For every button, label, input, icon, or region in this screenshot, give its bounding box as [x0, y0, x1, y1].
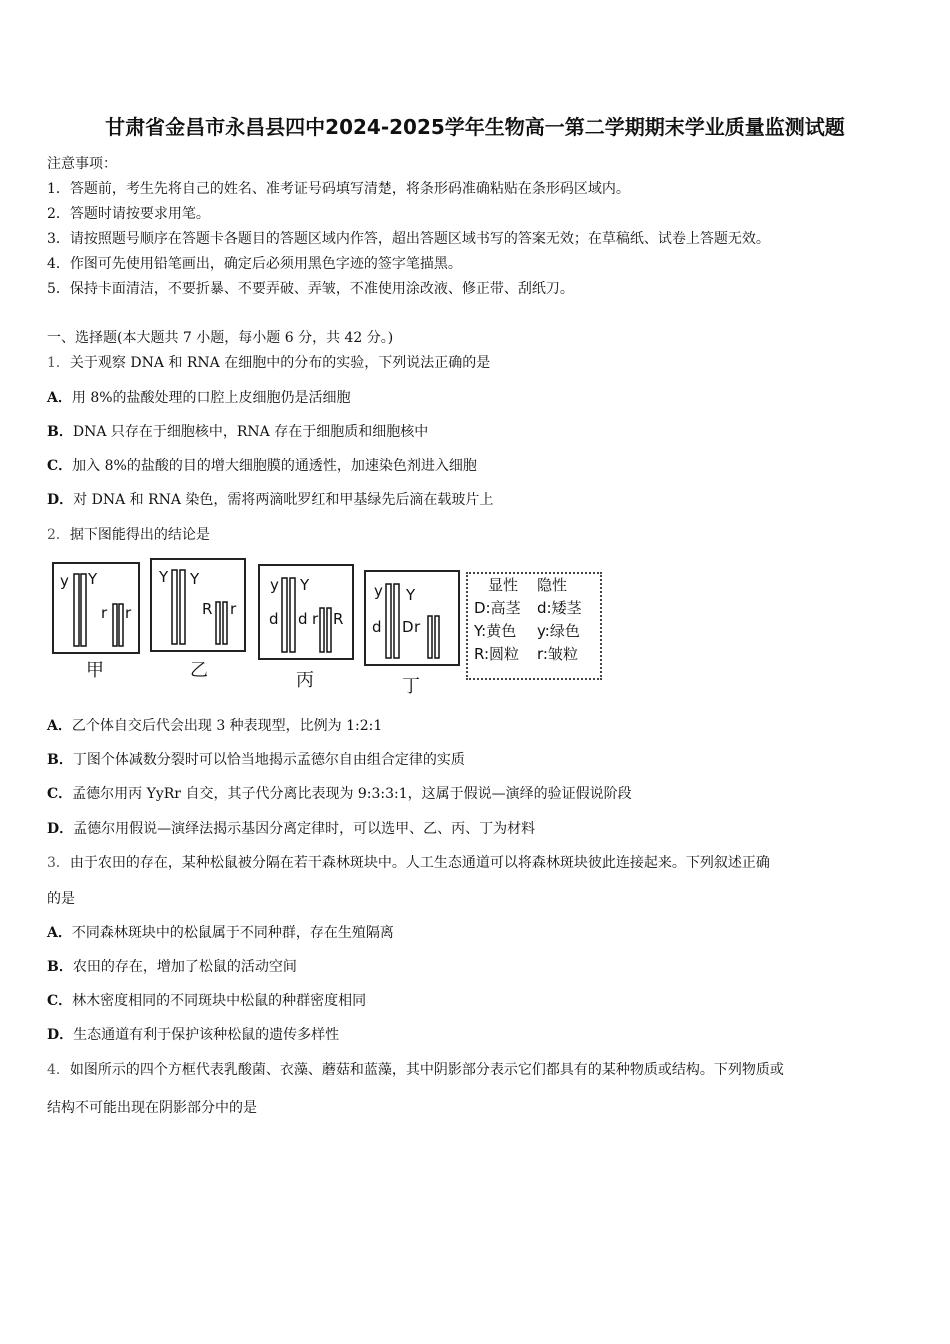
- option-b: [47, 421, 428, 441]
- option-text: 用 8%的盐酸处理的口腔上皮细胞仍是活细胞: [71, 390, 351, 406]
- gene-label: r: [230, 600, 237, 618]
- option-letter: B．: [47, 752, 73, 768]
- option-text: DNA 只存在于细胞核中，RNA 存在于细胞质和细胞核中: [72, 424, 429, 440]
- legend-row: [468, 597, 600, 620]
- option-c: [47, 783, 632, 803]
- question-text: 如图所示的四个方框代表乳酸菌、衣藻、蘑菇和蓝藻，其中阴影部分表示它们都具有的某种物质或结构。下列物质或: [69, 1062, 784, 1078]
- question-number: 4．: [47, 1062, 70, 1078]
- gene-label: y: [270, 576, 279, 594]
- question-3-stem-cont: 的是: [47, 891, 75, 907]
- cell-jia: [52, 562, 140, 654]
- option-b: [47, 749, 465, 769]
- option-text: 林木密度相同的不同斑块中松鼠的种群密度相同: [72, 993, 367, 1009]
- option-letter: B．: [47, 424, 73, 440]
- question-number: 2．: [47, 527, 70, 543]
- question-text: 关于观察 DNA 和 RNA 在细胞中的分布的实验，下列说法正确的是: [69, 355, 491, 371]
- option-text: 加入 8%的盐酸的目的增大细胞膜的通透性，加速染色剂进入细胞: [72, 458, 477, 474]
- legend-row: [468, 620, 600, 643]
- chromosome-figure: [44, 552, 604, 697]
- option-letter: A．: [47, 718, 72, 734]
- option-d: [47, 818, 535, 838]
- legend-cell: r:皱粒: [537, 645, 578, 663]
- option-letter: D．: [47, 821, 74, 837]
- option-d: [47, 489, 493, 509]
- notice-item: 1．答题前，考生先将自己的姓名、准考证号码填写清楚，将条形码准确粘贴在条形码区域内。: [47, 181, 630, 197]
- gene-label: Y: [159, 568, 169, 586]
- question-1-stem: [47, 352, 490, 372]
- option-text: 孟德尔用假说—演绎法揭示基因分离定律时，可以选甲、乙、丙、丁为材料: [73, 821, 536, 837]
- gene-label: y: [374, 582, 383, 600]
- gene-label: d: [269, 610, 279, 628]
- legend-cell: y:绿色: [537, 622, 580, 640]
- cell-label: 甲: [86, 660, 104, 681]
- option-letter: D．: [47, 492, 74, 508]
- gene-label: D: [402, 618, 414, 636]
- question-4-stem: [47, 1059, 784, 1079]
- gene-label: R: [202, 600, 213, 618]
- gene-label: r: [101, 604, 108, 622]
- notice-item: 2．答题时请按要求用笔。: [47, 206, 210, 222]
- gene-label: Y: [190, 570, 200, 588]
- question-2-stem: [47, 524, 210, 544]
- legend-cell: d:矮茎: [537, 599, 582, 617]
- legend-cell: Y:黄色: [474, 622, 517, 640]
- cell-label: 丁: [402, 676, 420, 697]
- gene-label: Y: [300, 576, 310, 594]
- gene-label: Y: [406, 586, 416, 604]
- gene-label: y: [60, 572, 69, 590]
- question-4-stem-cont: 结构不可能出现在阴影部分中的是: [47, 1100, 257, 1116]
- option-c: [47, 455, 477, 475]
- legend-dominant: 显性: [488, 576, 519, 594]
- gene-label: Y: [88, 570, 98, 588]
- notice-heading: 注意事项：: [47, 156, 117, 172]
- option-b: [47, 956, 297, 976]
- option-d: [47, 1024, 339, 1044]
- question-3-stem: [47, 852, 770, 872]
- cell-label: 丙: [296, 670, 314, 691]
- gene-label: r: [312, 610, 319, 628]
- option-letter: C．: [47, 786, 73, 802]
- legend-recessive: 隐性: [537, 576, 568, 594]
- cell-bing: [258, 564, 354, 660]
- question-text: 由于农田的存在，某种松鼠被分隔在若干森林斑块中。人工生态通道可以将森林斑块彼此连接起来。下列叙述正确: [69, 855, 770, 871]
- option-text: 不同森林斑块中的松鼠属于不同种群，存在生殖隔离: [71, 925, 394, 941]
- gene-label: r: [125, 604, 132, 622]
- question-text: 据下图能得出的结论是: [69, 527, 210, 543]
- gene-label: d: [372, 618, 382, 636]
- section-heading: 一、选择题(本大题共 7 小题，每小题 6 分，共 42 分。): [47, 330, 394, 346]
- option-text: 丁图个体减数分裂时可以恰当地揭示孟德尔自由组合定律的实质: [72, 752, 465, 768]
- legend-header: [468, 574, 600, 597]
- option-letter: A．: [47, 925, 72, 941]
- cell-ding: [364, 570, 460, 666]
- option-text: 乙个体自交后代会出现 3 种表现型，比例为 1:2:1: [71, 718, 383, 734]
- cell-label: 乙: [190, 660, 208, 681]
- option-letter: B．: [47, 959, 73, 975]
- option-c: [47, 990, 366, 1010]
- gene-legend: [466, 572, 602, 680]
- option-letter: C．: [47, 458, 73, 474]
- option-letter: C．: [47, 993, 73, 1009]
- legend-row: [468, 643, 600, 666]
- option-text: 孟德尔用丙 YyRr 自交，其子代分离比表现为 9:3:3:1，这属于假说—演绎的验证假说阶段: [72, 786, 632, 802]
- option-a: [47, 715, 382, 735]
- option-letter: A．: [47, 390, 72, 406]
- gene-label: R: [333, 610, 344, 628]
- gene-label: r: [414, 618, 421, 636]
- option-a: [47, 387, 351, 407]
- cell-yi: [150, 558, 246, 652]
- option-letter: D．: [47, 1027, 74, 1043]
- page-title: 甘肃省金昌市永昌县四中2024-2025学年生物高一第二学期期末学业质量监测试题: [105, 115, 845, 139]
- notice-item: 4．作图可先使用铅笔画出，确定后必须用黑色字迹的签字笔描黑。: [47, 256, 462, 272]
- question-number: 1．: [47, 355, 70, 371]
- legend-cell: D:高茎: [474, 599, 521, 617]
- gene-label: d: [298, 610, 308, 628]
- option-text: 对 DNA 和 RNA 染色，需将两滴吡罗红和甲基绿先后滴在载玻片上: [73, 492, 494, 508]
- notice-item: 5．保持卡面清洁，不要折暴、不要弄破、弄皱，不准使用涂改液、修正带、刮纸刀。: [47, 281, 574, 297]
- legend-cell: R:圆粒: [474, 645, 520, 663]
- option-a: [47, 922, 394, 942]
- option-text: 农田的存在，增加了松鼠的活动空间: [72, 959, 297, 975]
- question-number: 3．: [47, 855, 70, 871]
- option-text: 生态通道有利于保护该种松鼠的遗传多样性: [73, 1027, 340, 1043]
- notice-item: 3．请按照题号顺序在答题卡各题目的答题区域内作答，超出答题区域书写的答案无效；在草稿纸、试卷上答题无效。: [47, 231, 770, 247]
